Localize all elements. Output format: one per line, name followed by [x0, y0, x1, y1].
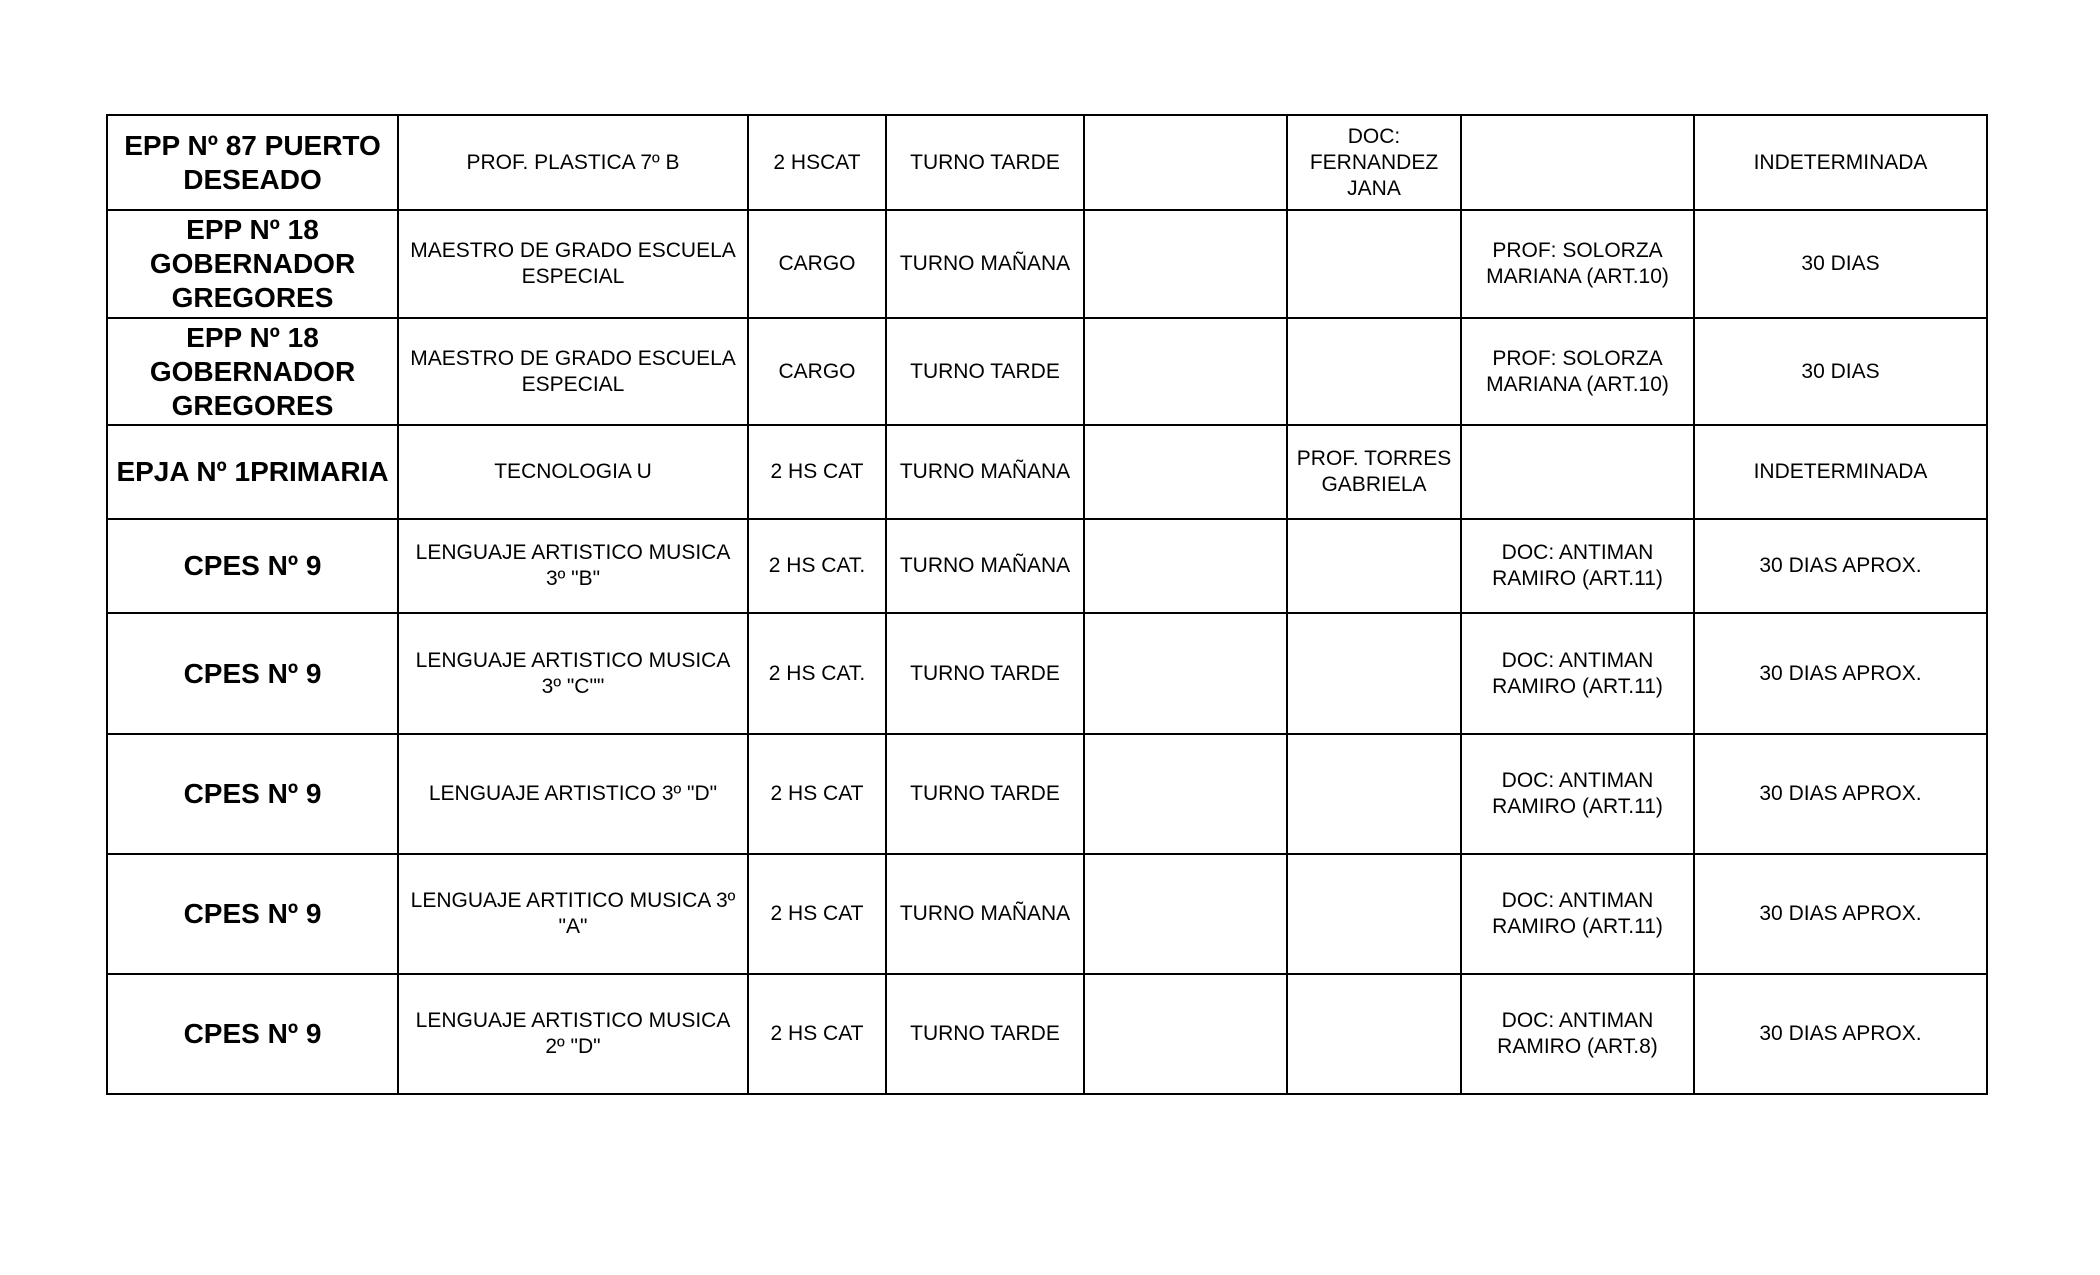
shift-cell: TURNO MAÑANA: [886, 519, 1084, 613]
position-cell: LENGUAJE ARTISTICO 3º "D": [398, 734, 748, 854]
table-row: [107, 318, 1987, 425]
position-cell: LENGUAJE ARTISTICO MUSICA 3º "B": [398, 519, 748, 613]
duration-cell: INDETERMINADA: [1694, 425, 1987, 519]
school-cell: EPP Nº 87 PUERTO DESEADO: [107, 115, 398, 210]
teacher-cell: [1287, 210, 1461, 318]
position-cell: MAESTRO DE GRADO ESCUELA ESPECIAL: [398, 318, 748, 425]
empty-cell: [1084, 613, 1287, 734]
empty-cell: [1084, 425, 1287, 519]
replacement-cell: PROF: SOLORZA MARIANA (ART.10): [1461, 318, 1694, 425]
shift-cell: TURNO TARDE: [886, 613, 1084, 734]
teacher-cell: [1287, 519, 1461, 613]
teacher-cell: [1287, 854, 1461, 974]
position-cell: LENGUAJE ARTISTICO MUSICA 2º "D": [398, 974, 748, 1094]
shift-cell: TURNO TARDE: [886, 318, 1084, 425]
shift-cell: TURNO MAÑANA: [886, 210, 1084, 318]
duration-cell: 30 DIAS: [1694, 318, 1987, 425]
school-cell: CPES Nº 9: [107, 519, 398, 613]
table-row: [107, 425, 1987, 519]
school-cell: CPES Nº 9: [107, 613, 398, 734]
duration-cell: 30 DIAS APROX.: [1694, 854, 1987, 974]
table-row: [107, 613, 1987, 734]
empty-cell: [1084, 519, 1287, 613]
empty-cell: [1084, 115, 1287, 210]
shift-cell: TURNO MAÑANA: [886, 854, 1084, 974]
table-row: [107, 210, 1987, 318]
shift-cell: TURNO TARDE: [886, 734, 1084, 854]
replacement-cell: [1461, 425, 1694, 519]
school-cell: CPES Nº 9: [107, 734, 398, 854]
shift-cell: TURNO TARDE: [886, 115, 1084, 210]
table-row: [107, 519, 1987, 613]
position-cell: LENGUAJE ARTITICO MUSICA 3º "A": [398, 854, 748, 974]
school-cell: CPES Nº 9: [107, 974, 398, 1094]
duration-cell: 30 DIAS APROX.: [1694, 613, 1987, 734]
position-cell: PROF. PLASTICA 7º B: [398, 115, 748, 210]
duration-cell: 30 DIAS APROX.: [1694, 734, 1987, 854]
position-cell: LENGUAJE ARTISTICO MUSICA 3º "C"": [398, 613, 748, 734]
hours-cell: 2 HS CAT: [748, 734, 886, 854]
school-cell: EPP Nº 18 GOBERNADOR GREGORES: [107, 318, 398, 425]
replacement-cell: DOC: ANTIMAN RAMIRO (ART.11): [1461, 519, 1694, 613]
replacement-cell: [1461, 115, 1694, 210]
duration-cell: 30 DIAS: [1694, 210, 1987, 318]
table-row: [107, 854, 1987, 974]
position-cell: TECNOLOGIA U: [398, 425, 748, 519]
teacher-cell: DOC: FERNANDEZ JANA: [1287, 115, 1461, 210]
empty-cell: [1084, 734, 1287, 854]
teacher-cell: [1287, 318, 1461, 425]
document-page: [106, 114, 1986, 1095]
empty-cell: [1084, 854, 1287, 974]
empty-cell: [1084, 318, 1287, 425]
hours-cell: 2 HSCAT: [748, 115, 886, 210]
duration-cell: 30 DIAS APROX.: [1694, 519, 1987, 613]
hours-cell: CARGO: [748, 210, 886, 318]
teacher-cell: PROF. TORRES GABRIELA: [1287, 425, 1461, 519]
replacement-cell: DOC: ANTIMAN RAMIRO (ART.11): [1461, 854, 1694, 974]
replacement-cell: PROF: SOLORZA MARIANA (ART.10): [1461, 210, 1694, 318]
position-cell: MAESTRO DE GRADO ESCUELA ESPECIAL: [398, 210, 748, 318]
replacement-cell: DOC: ANTIMAN RAMIRO (ART.11): [1461, 734, 1694, 854]
hours-cell: 2 HS CAT: [748, 974, 886, 1094]
school-cell: EPJA Nº 1PRIMARIA: [107, 425, 398, 519]
hours-cell: 2 HS CAT: [748, 854, 886, 974]
empty-cell: [1084, 210, 1287, 318]
shift-cell: TURNO TARDE: [886, 974, 1084, 1094]
teacher-cell: [1287, 974, 1461, 1094]
duration-cell: INDETERMINADA: [1694, 115, 1987, 210]
duration-cell: 30 DIAS APROX.: [1694, 974, 1987, 1094]
teacher-cell: [1287, 613, 1461, 734]
vacancy-table: [106, 114, 1988, 1095]
school-cell: CPES Nº 9: [107, 854, 398, 974]
hours-cell: 2 HS CAT.: [748, 519, 886, 613]
school-cell: EPP Nº 18 GOBERNADOR GREGORES: [107, 210, 398, 318]
hours-cell: 2 HS CAT: [748, 425, 886, 519]
replacement-cell: DOC: ANTIMAN RAMIRO (ART.11): [1461, 613, 1694, 734]
empty-cell: [1084, 974, 1287, 1094]
shift-cell: TURNO MAÑANA: [886, 425, 1084, 519]
teacher-cell: [1287, 734, 1461, 854]
table-row: [107, 734, 1987, 854]
hours-cell: CARGO: [748, 318, 886, 425]
replacement-cell: DOC: ANTIMAN RAMIRO (ART.8): [1461, 974, 1694, 1094]
hours-cell: 2 HS CAT.: [748, 613, 886, 734]
table-row: [107, 974, 1987, 1094]
table-row: [107, 115, 1987, 210]
